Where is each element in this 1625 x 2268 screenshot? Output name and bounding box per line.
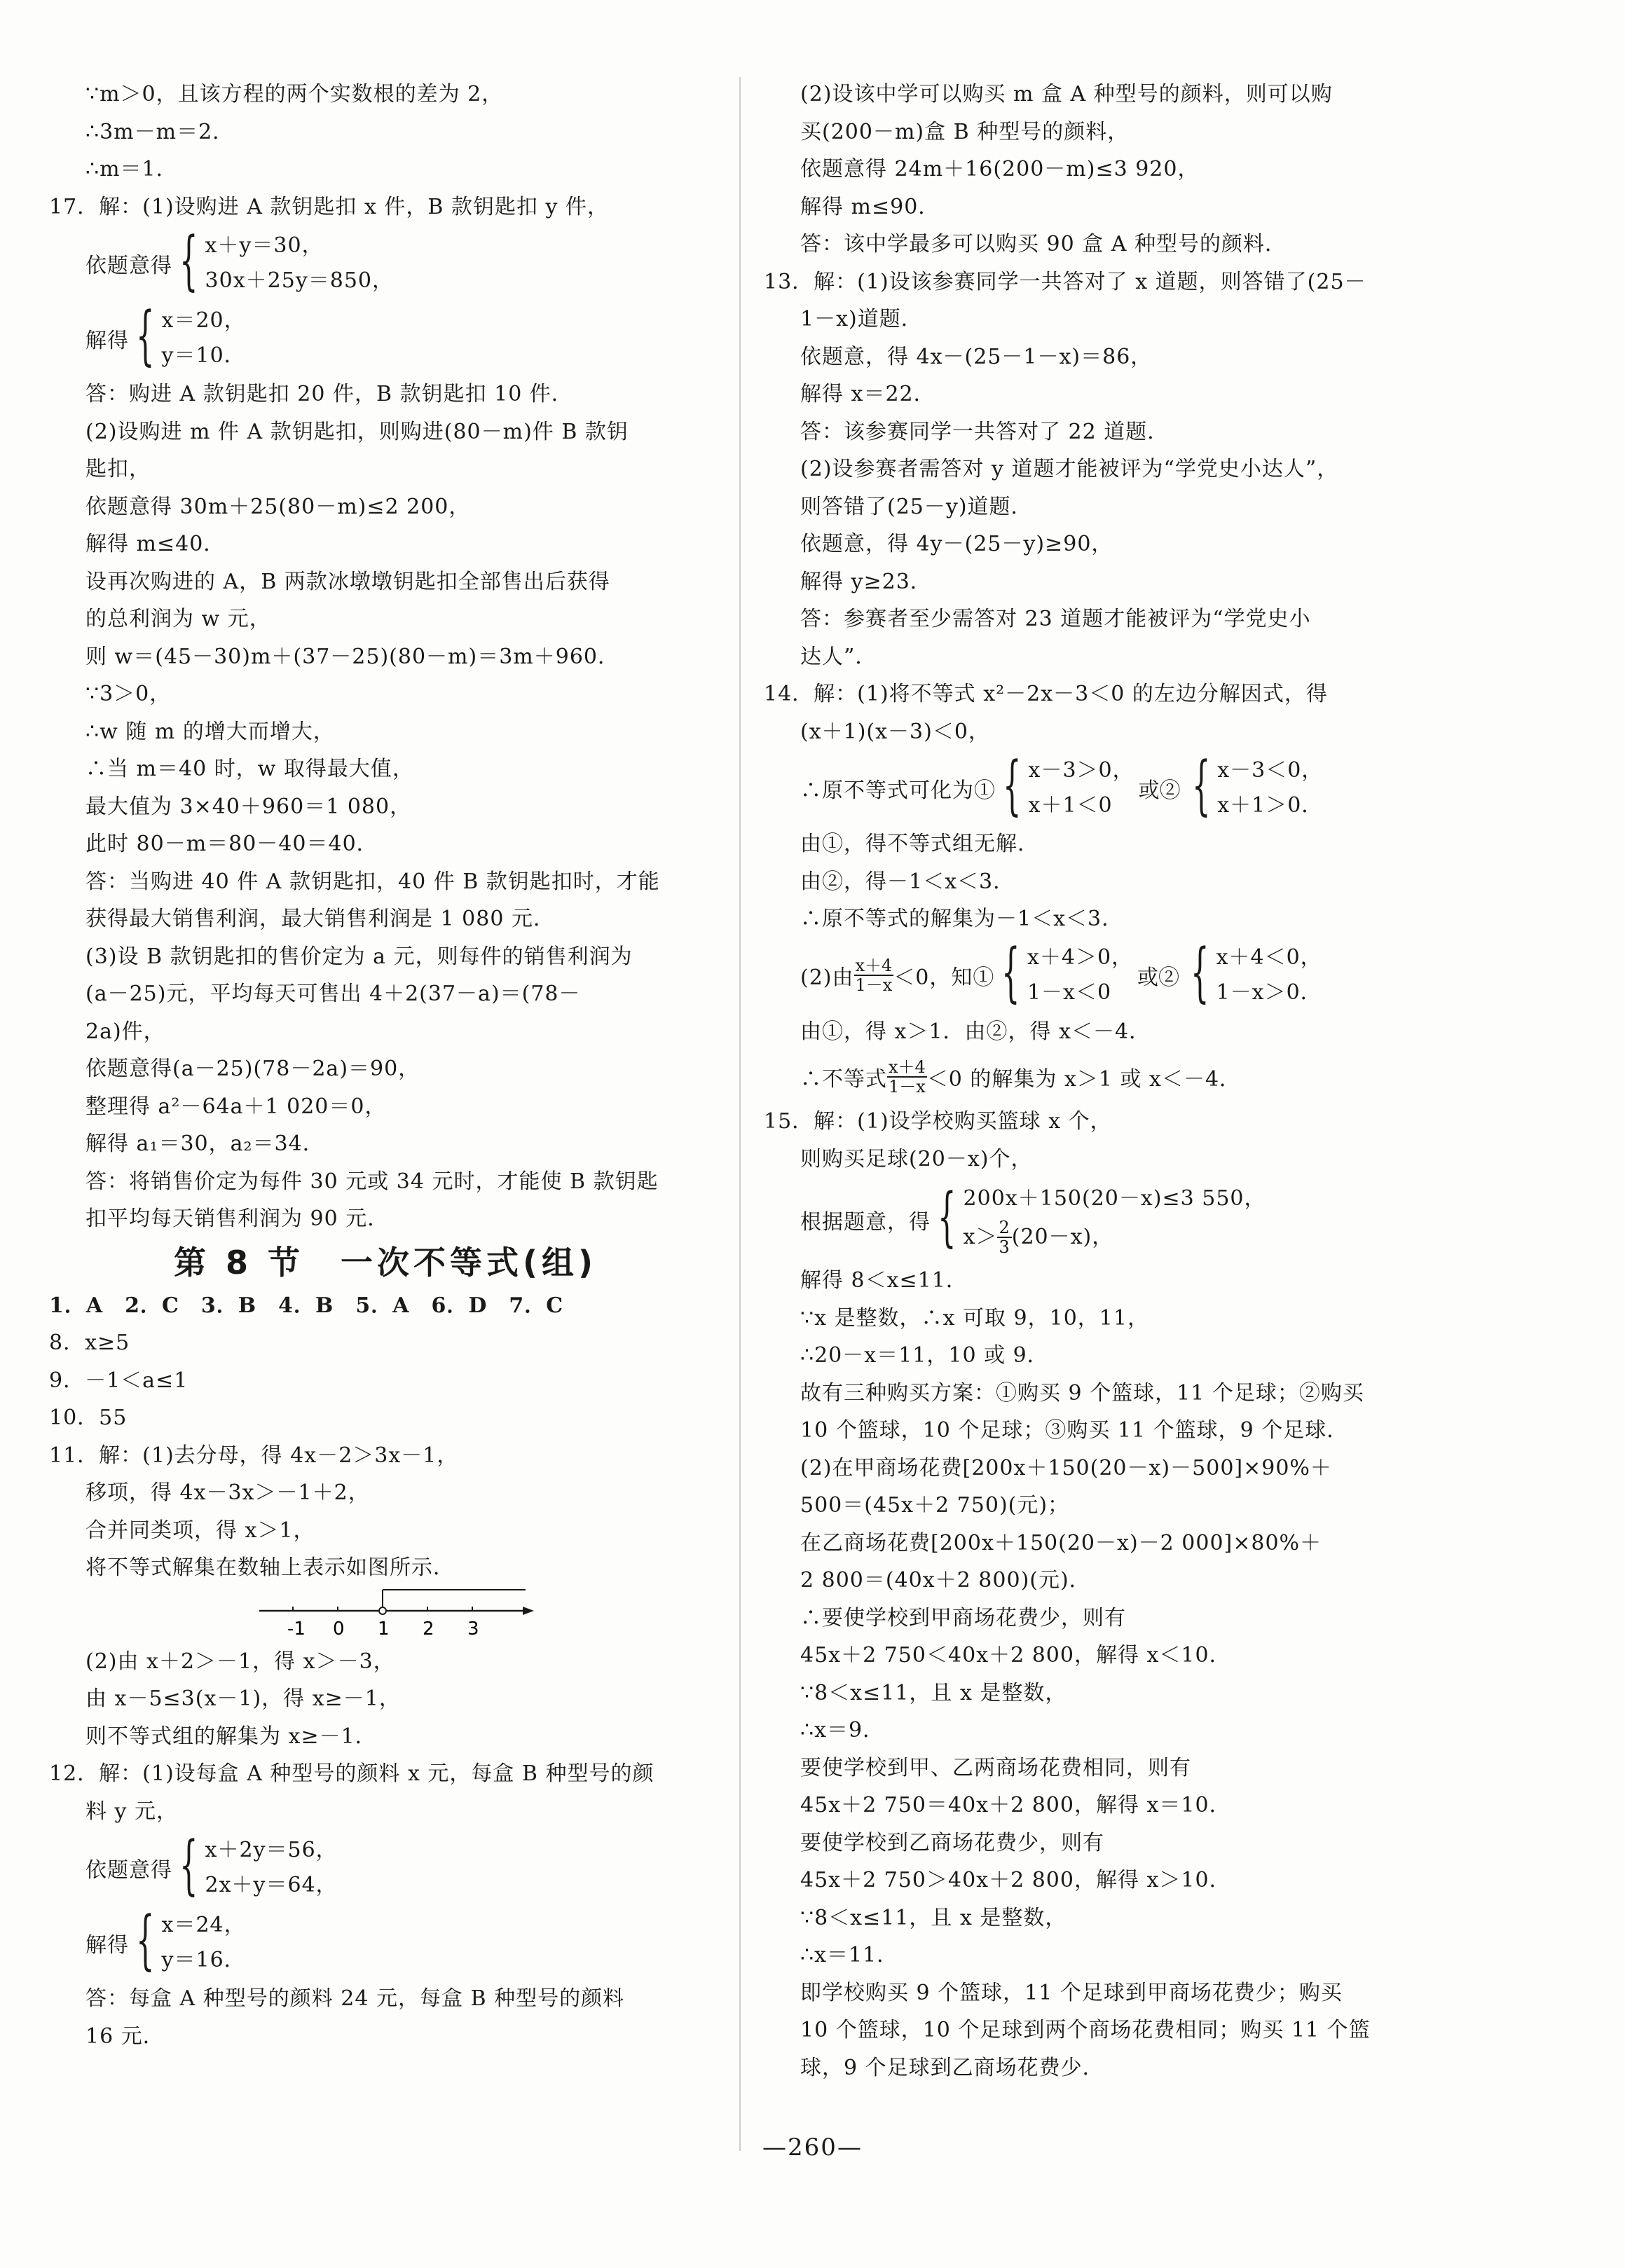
system-prefix: 根据题意，得 xyxy=(800,1210,931,1235)
text-line: 要使学校到甲、乙两商场花费相同，则有 xyxy=(800,1755,1191,1780)
system-prefix: (2)由 xyxy=(800,965,854,990)
text-line: ∵3＞0， xyxy=(85,682,172,706)
system-prefix: 解得 xyxy=(85,1932,129,1958)
equation-row: x＋1＞0． xyxy=(1217,792,1324,818)
text-line: (2)在甲商场花费[200x＋150(20－x)－500]×90%＋ xyxy=(800,1455,1332,1480)
text-line: (x＋1)(x－3)＜0， xyxy=(800,719,990,744)
text-line: (a－25)元，平均每天可售出 4＋2(37－a)＝(78－ xyxy=(85,982,581,1006)
text-line: ∴m＝1． xyxy=(85,157,178,181)
text-line: 则不等式组的解集为 x≥－1． xyxy=(85,1724,377,1749)
text-line: 依题意，得 4y－(25－y)≥90， xyxy=(800,532,1113,556)
text-line: ∴x＝11． xyxy=(800,1943,899,1967)
row-part: x＞ xyxy=(963,1225,998,1249)
problem-11-start: 11．解：(1)去分母，得 4x－2＞3x－1， xyxy=(49,1443,459,1468)
axis-tick-label: 2 xyxy=(423,1618,434,1640)
brace-symbol: { xyxy=(1003,747,1022,823)
text-line: 1－x)道题． xyxy=(800,307,923,331)
section-heading: 第 8 节 一次不等式(组) xyxy=(173,1243,598,1281)
equation-row: x＝20， xyxy=(161,308,246,333)
text-line: 500＝(45x＋2 750)(元)； xyxy=(800,1493,1070,1518)
text-line: (3)设 B 款钥匙扣的售价定为 a 元，则每件的销售利润为 xyxy=(85,944,633,969)
equation-row: y＝10． xyxy=(161,343,246,368)
text-line: 解得 m≤90． xyxy=(800,194,940,219)
text-line: ∵8＜x≤11，且 x 是整数， xyxy=(800,1680,1067,1705)
answer-list: 1．A 2．C 3．B 4．B 5．A 6．D 7．C xyxy=(49,1293,564,1318)
open-point-icon xyxy=(379,1607,386,1614)
problem-17-start: 17．解：(1)设购进 A 款钥匙扣 x 件，B 款钥匙扣 y 件， xyxy=(49,194,609,219)
fraction xyxy=(854,956,894,994)
text-line: ∴要使学校到甲商场花费少，则有 xyxy=(800,1605,1126,1630)
text-line: 买(200－m)盒 B 种型号的颜料， xyxy=(800,119,1130,144)
text-line: ∴原不等式的解集为－1＜x＜3． xyxy=(800,907,1124,931)
text-line: 答：该中学最多可以购买 90 盒 A 种型号的颜料． xyxy=(800,232,1287,256)
text-line: ∴3m－m＝2． xyxy=(85,119,235,144)
text-line: 则 w＝(45－30)m＋(37－25)(80－m)＝3m＋960． xyxy=(85,644,619,669)
text-line: 答：该参赛同学一共答对了 22 道题． xyxy=(800,419,1170,444)
text-line: 答：参赛者至少需答对 23 道题才能被评为“学党史小 xyxy=(800,607,1311,631)
brace-symbol: { xyxy=(136,1902,155,1977)
problem-12-start: 12．解：(1)设每盒 A 种型号的颜料 x 元，每盒 B 种型号的颜 xyxy=(49,1761,654,1786)
fraction xyxy=(997,1218,1011,1256)
equation-row: y＝16． xyxy=(161,1947,246,1972)
text-line: 合并同类项，得 x＞1， xyxy=(85,1518,315,1543)
equation-row: x＋y＝30， xyxy=(205,233,324,258)
text-line: 10．55 xyxy=(49,1406,128,1430)
text-line: 移项，得 4x－3x＞－1＋2， xyxy=(85,1480,370,1505)
row-part: (20－x)， xyxy=(1011,1225,1114,1249)
brace-symbol: { xyxy=(136,297,155,373)
text-line: 依题意得 24m＋16(200－m)≤3 920， xyxy=(800,157,1200,181)
equation-row: 1－x＞0． xyxy=(1216,980,1322,1005)
equation-row: x＋4＞0， xyxy=(1027,945,1134,970)
text-line: ∴20－x＝11，10 或 9． xyxy=(800,1343,1049,1368)
text-line: 即学校购买 9 个篮球，11 个足球到甲商场花费少；购买 xyxy=(800,1980,1343,2005)
system-connector: 或② xyxy=(1137,965,1180,990)
equation-row xyxy=(964,1216,1266,1258)
text-line: 则答错了(25－y)道题． xyxy=(800,494,1033,519)
system-prefix: 依题意得 xyxy=(85,253,172,278)
equation-row: x＋1＜0 xyxy=(1028,792,1113,818)
text-line: ∴x＝9． xyxy=(800,1718,885,1743)
axis-tick-label: 0 xyxy=(333,1618,345,1640)
text-line: 45x＋2 750＝40x＋2 800，解得 x＝10． xyxy=(800,1793,1231,1817)
text-line: 解得 8＜x≤11． xyxy=(800,1268,968,1293)
equation-row: x－3＜0， xyxy=(1217,757,1324,783)
inequality-system xyxy=(764,1178,1437,1262)
inequality-systems xyxy=(764,935,1437,1013)
brace-symbol: { xyxy=(179,1827,198,1902)
text-line: 由②，得－1＜x＜3． xyxy=(800,869,1015,894)
column-divider xyxy=(739,77,741,2151)
text-line: 获得最大销售利润，最大销售利润是 1 080 元． xyxy=(85,907,555,931)
solution-system xyxy=(49,1902,722,1980)
text-line: ∴当 m＝40 时，w 取得最大值， xyxy=(85,757,414,781)
text-line: 的总利润为 w 元， xyxy=(85,607,271,631)
brace-symbol: { xyxy=(938,1179,957,1254)
equation-row: 1－x＜0 xyxy=(1027,980,1112,1005)
text-line: 由①，得不等式组无解． xyxy=(800,832,1039,856)
equation-system xyxy=(49,1827,722,1905)
fraction-denominator: 1－x xyxy=(855,975,893,995)
text-line: 45x＋2 750＜40x＋2 800，解得 x＜10． xyxy=(800,1643,1231,1668)
text-prefix: ∴不等式 xyxy=(800,1066,887,1092)
equation-row: x＝24， xyxy=(161,1912,246,1937)
text-line: 球，9 个足球到乙商场花费少． xyxy=(800,2055,1104,2080)
system-connector: 或② xyxy=(1138,778,1181,803)
equation-row: 30x＋25y＝850， xyxy=(205,268,395,293)
text-line: 答：当购进 40 件 A 款钥匙扣，40 件 B 款钥匙扣时，才能 xyxy=(85,869,660,894)
text-line: 45x＋2 750＞40x＋2 800，解得 x＞10． xyxy=(800,1868,1231,1892)
text-line: 答：购进 A 款钥匙扣 20 件，B 款钥匙扣 10 件． xyxy=(85,382,573,406)
system-prefix: ∴原不等式可化为① xyxy=(800,778,996,803)
system-prefix-tail: ＜0，知① xyxy=(893,965,995,990)
equation-row: 2x＋y＝64， xyxy=(205,1872,338,1897)
text-line: 2a)件， xyxy=(85,1019,165,1044)
equation-row: 200x＋150(20－x)≤3 550， xyxy=(963,1186,1266,1211)
equation-system xyxy=(49,222,722,301)
text-line: 依题意，得 4x－(25－1－x)＝86， xyxy=(800,344,1153,369)
inequality-systems xyxy=(764,747,1437,825)
fraction-numerator: 2 xyxy=(999,1218,1010,1237)
equation-row: x－3＞0， xyxy=(1028,757,1134,783)
text-line: 答：将销售价定为每件 30 元或 34 元时，才能使 B 款钥匙 xyxy=(85,1169,659,1194)
text-line: 2 800＝(40x＋2 800)(元)． xyxy=(800,1568,1091,1593)
axis-tick-label: -1 xyxy=(287,1618,306,1640)
text-line: 10 个篮球，10 个足球；③购买 11 个篮球，9 个足球． xyxy=(800,1418,1349,1443)
text-line: 由 x－5≤3(x－1)，得 x≥－1， xyxy=(85,1686,401,1711)
text-line: 匙扣， xyxy=(85,457,151,481)
text-line: (2)由 x＋2＞－1，得 x＞－3， xyxy=(85,1649,395,1674)
text-line: 达人”． xyxy=(800,644,877,669)
text-line: 10 个篮球，10 个足球到两个商场花费相同；购买 11 个篮 xyxy=(800,2018,1371,2042)
fraction-line xyxy=(764,1050,1437,1103)
page-number: —260— xyxy=(762,2133,863,2162)
text-suffix: ＜0 的解集为 x＞1 或 x＜－4． xyxy=(926,1066,1242,1092)
fraction-denominator: 3 xyxy=(999,1237,1010,1257)
brace-symbol: { xyxy=(1191,747,1211,823)
fraction-numerator: x＋4 xyxy=(889,1057,926,1077)
text-line: 要使学校到乙商场花费少，则有 xyxy=(800,1830,1104,1855)
problem-15-start: 15．解：(1)设学校购买篮球 x 个， xyxy=(764,1109,1112,1134)
text-line: 故有三种购买方案：①购买 9 个篮球，11 个足球；②购买 xyxy=(800,1380,1364,1406)
text-line: ∵m＞0，且该方程的两个实数根的差为 2， xyxy=(85,82,504,106)
text-line: 料 y 元， xyxy=(85,1799,179,1824)
solution-system xyxy=(49,297,722,376)
fraction-numerator: x＋4 xyxy=(855,956,893,975)
equation-row: x＋2y＝56， xyxy=(205,1837,338,1862)
fraction-denominator: 1－x xyxy=(889,1076,926,1097)
text-line: 最大值为 3×40＋960＝1 080， xyxy=(85,794,412,819)
system-prefix: 解得 xyxy=(85,328,129,353)
system-prefix: 依题意得 xyxy=(85,1857,172,1883)
left-column xyxy=(49,76,722,2055)
problem-13-start: 13．解：(1)设该参赛同学一共答对了 x 道题，则答错了(25－ xyxy=(764,269,1366,294)
text-line: (2)设购进 m 件 A 款钥匙扣，则购进(80－m)件 B 款钥 xyxy=(85,419,629,444)
fraction xyxy=(887,1058,927,1096)
text-line: (2)设该中学可以购买 m 盒 A 种型号的颜料，则可以购 xyxy=(800,82,1333,106)
text-line: 整理得 a²－64a＋1 020＝0， xyxy=(85,1094,387,1119)
text-line: 8．x≥5 xyxy=(49,1331,130,1355)
text-line: 设再次购进的 A，B 两款冰墩墩钥匙扣全部售出后获得 xyxy=(85,569,610,594)
text-line: 则购买足球(20－x)个， xyxy=(800,1146,1033,1171)
right-column xyxy=(764,76,1437,2087)
text-line: 扣平均每天销售利润为 90 元． xyxy=(85,1207,390,1231)
text-line: ∴w 随 m 的增大而增大， xyxy=(85,719,335,744)
text-line: ∵x 是整数，∴x 可取 9，10，11， xyxy=(800,1305,1149,1331)
text-line: 解得 a₁＝30，a₂＝34． xyxy=(85,1132,324,1156)
problem-14-start: 14．解：(1)将不等式 x²－2x－3＜0 的左边分解因式，得 xyxy=(764,682,1328,706)
text-line: 解得 x＝22． xyxy=(800,382,935,406)
text-line: 在乙商场花费[200x＋150(20－x)－2 000]×80%＋ xyxy=(800,1530,1322,1555)
arrow-head-icon xyxy=(523,1607,534,1615)
text-line: 解得 y≥23． xyxy=(800,569,932,594)
text-line: 依题意得(a－25)(78－2a)＝90， xyxy=(85,1057,420,1081)
brace-symbol: { xyxy=(179,222,198,298)
text-line: 16 元． xyxy=(85,2023,165,2049)
text-line: 解得 m≤40． xyxy=(85,532,226,556)
text-line: 此时 80－m＝80－40＝40． xyxy=(85,832,378,856)
number-line-figure xyxy=(259,1587,596,1643)
axis-tick-label: 3 xyxy=(467,1618,479,1640)
text-line: 将不等式解集在数轴上表示如图所示． xyxy=(85,1555,455,1580)
text-line: 9．－1＜a≤1 xyxy=(49,1368,188,1393)
text-line: (2)设参赛者需答对 y 道题才能被评为“学党史小达人”， xyxy=(800,457,1339,481)
axis-tick-label: 1 xyxy=(378,1618,390,1640)
text-line: 答：每盒 A 种型号的颜料 24 元，每盒 B 种型号的颜料 xyxy=(85,1986,625,2011)
brace-symbol: { xyxy=(1001,935,1020,1010)
brace-symbol: { xyxy=(1191,935,1209,1010)
text-line: 由①，得 x＞1．由②，得 x＜－4． xyxy=(800,1019,1151,1044)
text-line: ∵8＜x≤11，且 x 是整数， xyxy=(800,1905,1067,1930)
equation-row: x＋4＜0， xyxy=(1216,945,1322,970)
text-line: 依题意得 30m＋25(80－m)≤2 200， xyxy=(85,494,471,519)
